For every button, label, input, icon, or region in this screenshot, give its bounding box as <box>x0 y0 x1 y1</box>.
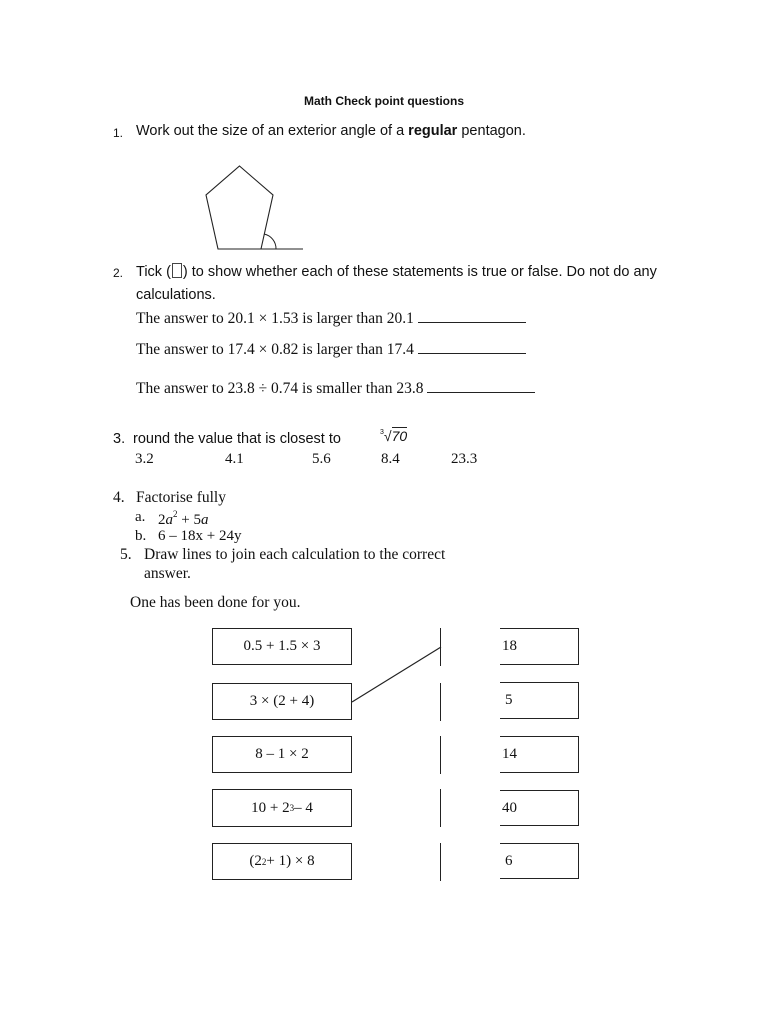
root-radicand: 70 <box>391 428 408 444</box>
cube-root-expression <box>380 428 407 444</box>
divider-line-3 <box>440 736 441 774</box>
option-5[interactable]: 23.3 <box>451 451 478 467</box>
question-1-bold: regular <box>408 123 458 139</box>
statement-1 <box>136 309 526 328</box>
calculation-box-1[interactable]: 0.5 + 1.5 × 3 <box>212 628 352 665</box>
question-1-pre: Work out the size of an exterior angle of a <box>136 123 409 139</box>
question-5-line-1: Draw lines to join each calculation to the correct <box>144 546 446 563</box>
divider-line-4 <box>440 789 441 827</box>
question-5-line-2: answer. <box>144 565 191 582</box>
question-1-post: pentagon. <box>457 123 526 139</box>
answer-box-3[interactable]: 14 <box>500 736 579 773</box>
divider-line-5 <box>440 843 441 881</box>
question-5-number: 5. <box>120 546 132 563</box>
part-a-label: a. <box>135 509 146 525</box>
answer-box-4[interactable]: 40 <box>500 790 579 826</box>
part-a-expression: $2a^2 + 5a$ <box>158 509 209 528</box>
question-3-number: 3. <box>113 431 126 447</box>
root-index: 3 <box>380 429 384 436</box>
pentagon-diagram <box>200 160 310 255</box>
answer-box-2[interactable]: 5 <box>500 682 579 719</box>
question-5-note: One has been done for you. <box>130 594 301 611</box>
part-b-expression: 6 – 18x + 24y <box>158 528 242 544</box>
calculation-box-4[interactable]: 10 + 2 3 – 4 <box>212 789 352 827</box>
question-1-text <box>136 123 526 139</box>
statement-3 <box>136 379 535 398</box>
calculation-box-3[interactable]: 8 – 1 × 2 <box>212 736 352 773</box>
pentagon-shape <box>206 166 273 249</box>
statement-2-answer-blank[interactable] <box>418 340 526 354</box>
page-title: Math Check point questions <box>303 94 464 108</box>
statement-1-answer-blank[interactable] <box>418 309 526 323</box>
part-b-label: b. <box>135 528 147 544</box>
radical-sign-icon: √ <box>383 428 392 444</box>
question-2-line-1-post: ) to show whether each of these statements is true or false. Do not do any <box>182 264 657 280</box>
example-connector-line <box>350 640 445 705</box>
question-4-number: 4. <box>113 489 125 506</box>
option-3[interactable]: 5.6 <box>312 451 331 467</box>
question-2-line-1-pre: Tick ( <box>136 264 171 280</box>
answer-box-5[interactable]: 6 <box>500 843 579 879</box>
calculation-box-2[interactable]: 3 × (2 + 4) <box>212 683 352 720</box>
tick-symbol-icon <box>172 263 182 278</box>
answer-box-1[interactable]: 18 <box>500 628 579 665</box>
exterior-angle-arc <box>264 234 276 249</box>
statement-3-text: The answer to 23.8 ÷ 0.74 is smaller than 23.8 <box>136 380 424 397</box>
statement-3-answer-blank[interactable] <box>427 379 535 393</box>
question-3-text: round the value that is closest to <box>133 431 341 447</box>
question-2-number: 2. <box>113 266 124 280</box>
option-2[interactable]: 4.1 <box>225 451 244 467</box>
option-4[interactable]: 8.4 <box>381 451 400 467</box>
statement-2-text: The answer to 17.4 × 0.82 is larger than 17.4 <box>136 341 414 358</box>
calculation-box-5[interactable]: (2 2 + 1) × 8 <box>212 843 352 880</box>
question-4-text: Factorise fully <box>136 489 226 506</box>
statement-2 <box>136 340 526 359</box>
option-1[interactable]: 3.2 <box>135 451 154 467</box>
question-1-number: 1. <box>113 126 124 140</box>
question-2-line-2: calculations. <box>136 287 216 303</box>
statement-1-text: The answer to 20.1 × 1.53 is larger than 20.1 <box>136 310 414 327</box>
question-2-line-1 <box>136 263 657 280</box>
